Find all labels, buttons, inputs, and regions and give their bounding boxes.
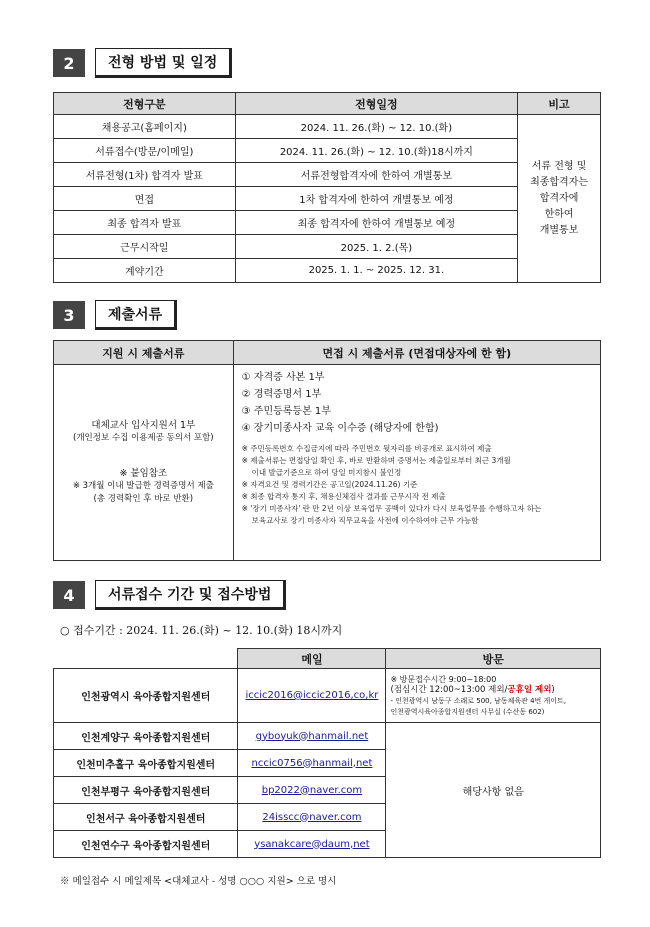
note-line: ※ 자격요건 및 경력기간은 공고일(2024.11.26) 기준 xyxy=(241,480,418,489)
visit-close-paren: ) xyxy=(551,684,555,695)
email-link[interactable]: iccic2016@iccic2016,co,kr xyxy=(245,690,379,701)
email-cell xyxy=(238,669,386,723)
remark-line: 최종합격자는 xyxy=(530,176,589,188)
section-3-heading xyxy=(53,300,177,330)
schedule-cell: 2024. 11. 26.(화) ~ 12. 10.(화)18시까지 xyxy=(235,139,517,163)
stage-cell: 면접 xyxy=(54,187,236,211)
center-name: 인천부평구 육아종합지원센터 xyxy=(54,777,238,804)
column-header: 면접 시 제출서류 (면접대상자에 한 함) xyxy=(233,341,600,365)
footer-note: ※ 메일접수 시 메일제목 <대체교사 - 성명 ○○○ 지원> 으로 명시 xyxy=(60,876,337,887)
center-name: 인천광역시 육아종합지원센터 xyxy=(54,669,238,723)
stage-cell: 서류전형(1차) 합격자 발표 xyxy=(54,163,236,187)
doc-item: ④ 장기미종사자 교육 이수증 (해당자에 한함) xyxy=(241,423,439,434)
section-number: 3 xyxy=(53,301,85,329)
doc-line: (개인정보 수집 이용제공 동의서 포함) xyxy=(73,433,214,443)
remark-cell xyxy=(518,115,601,283)
schedule-cell: 2025. 1. 1. ~ 2025. 12. 31. xyxy=(235,259,517,283)
interview-docs-cell xyxy=(233,365,600,561)
column-header: 방문 xyxy=(386,649,601,669)
note-line: 보육교사로 장기 미종사자 직무교육을 사전에 이수하여야 근무 가능함 xyxy=(251,516,479,525)
section-title: 전형 방법 및 일정 xyxy=(95,48,232,78)
section-4-heading xyxy=(53,580,286,610)
email-cell xyxy=(238,750,386,777)
section-title: 서류접수 기간 및 접수방법 xyxy=(95,580,286,610)
schedule-cell: 2024. 11. 26.(화) ~ 12. 10.(화) xyxy=(235,115,517,139)
visit-lunch: (점심시간 12:00~13:00 제외/ xyxy=(390,684,508,695)
email-link[interactable]: 24isscc@naver.com xyxy=(262,811,362,823)
visit-none-cell: 해당사항 없음 xyxy=(386,723,601,858)
section-number: 2 xyxy=(53,49,85,77)
email-cell xyxy=(238,777,386,804)
email-link[interactable]: ysanakcare@daum,net xyxy=(254,838,370,850)
note-line: ※ 주민등록번호 수집금지에 따라 주민번호 뒷자리를 비공개로 표시하여 제출 xyxy=(241,444,492,453)
schedule-cell: 최종 합격자에 한하여 개별통보 예정 xyxy=(235,211,517,235)
submission-table xyxy=(53,648,601,858)
email-cell xyxy=(238,723,386,750)
application-docs-cell xyxy=(54,365,234,561)
stage-cell: 서류접수(방문/이메일) xyxy=(54,139,236,163)
email-cell xyxy=(238,804,386,831)
note-line: ※ 최종 합격자 통지 후, 채용신체검사 결과를 근무시작 전 제출 xyxy=(241,492,446,501)
visit-line: 인천광역시육아종합지원센터 사무실 (수산동 602) xyxy=(390,707,545,716)
doc-item: ① 자격증 사본 1부 xyxy=(241,372,325,383)
column-header: 전형구분 xyxy=(54,93,236,115)
email-link[interactable]: gyboyuk@hanmail.net xyxy=(255,730,369,742)
visit-line: ※ 방문접수시간 9:00~18:00 xyxy=(390,674,497,684)
doc-line: ※ 3개월 이내 발급한 경력증명서 제출 xyxy=(72,481,214,491)
remark-line: 합격자에 xyxy=(539,192,579,204)
schedule-cell: 1차 합격자에 한하여 개별통보 예정 xyxy=(235,187,517,211)
section-number: 4 xyxy=(53,581,85,609)
doc-line: 대체교사 입사지원서 1부 xyxy=(91,420,196,431)
stage-cell: 근무시작일 xyxy=(54,235,236,259)
remark-line: 서류 전형 및 xyxy=(531,160,587,172)
note-line: 이내 발급기준으로 하여 당일 미지참시 불인정 xyxy=(251,468,402,477)
email-cell xyxy=(238,831,386,858)
note-line: ※ '장기 미종사자' 란 만 2년 이상 보육업무 공백이 있다가 다시 보육업무를 수행하고자 하는 xyxy=(241,504,542,513)
blank-header xyxy=(54,649,238,669)
stage-cell: 채용공고(홈페이지) xyxy=(54,115,236,139)
column-header: 메일 xyxy=(238,649,386,669)
schedule-table xyxy=(53,92,601,283)
section-2-heading xyxy=(53,48,232,78)
visit-line xyxy=(390,685,596,696)
section-title: 제출서류 xyxy=(95,300,177,330)
center-name: 인천연수구 육아종합지원센터 xyxy=(54,831,238,858)
documents-table xyxy=(53,340,601,561)
application-period: ○ 접수기간 : 2024. 11. 26.(화) ~ 12. 10.(화) 18시까지 xyxy=(60,624,343,637)
column-header: 전형일정 xyxy=(235,93,517,115)
center-name: 인천서구 육아종합지원센터 xyxy=(54,804,238,831)
doc-item: ② 경력증명서 1부 xyxy=(241,389,322,400)
holiday-excluded: 공휴일 제외 xyxy=(507,684,552,695)
email-link[interactable]: bp2022@naver.com xyxy=(261,784,363,796)
email-link[interactable]: nccic0756@hanmail,net xyxy=(251,757,373,769)
stage-cell: 계약기간 xyxy=(54,259,236,283)
remark-line: 개별통보 xyxy=(539,224,579,236)
column-header: 지원 시 제출서류 xyxy=(54,341,234,365)
note-line: ※ 제출서류는 면접당일 확인 후, 바로 반환하며 증명서는 제출일로부터 최근 3개월 xyxy=(241,456,511,465)
center-name: 인천계양구 육아종합지원센터 xyxy=(54,723,238,750)
visit-line: - 인천광역시 남동구 소래로 500, 남동체육관 4번 게이트, xyxy=(390,696,567,705)
doc-line: (총 경력확인 후 바로 반환) xyxy=(93,494,194,504)
doc-line: ※ 붙임참조 xyxy=(119,468,168,479)
schedule-cell: 2025. 1. 2.(목) xyxy=(235,235,517,259)
visit-info-cell xyxy=(386,669,601,723)
column-header: 비고 xyxy=(518,93,601,115)
doc-item: ③ 주민등록등본 1부 xyxy=(241,406,331,417)
schedule-cell: 서류전형합격자에 한하여 개별통보 xyxy=(235,163,517,187)
stage-cell: 최종 합격자 발표 xyxy=(54,211,236,235)
center-name: 인천미추홀구 육아종합지원센터 xyxy=(54,750,238,777)
remark-line: 한하여 xyxy=(544,208,574,220)
